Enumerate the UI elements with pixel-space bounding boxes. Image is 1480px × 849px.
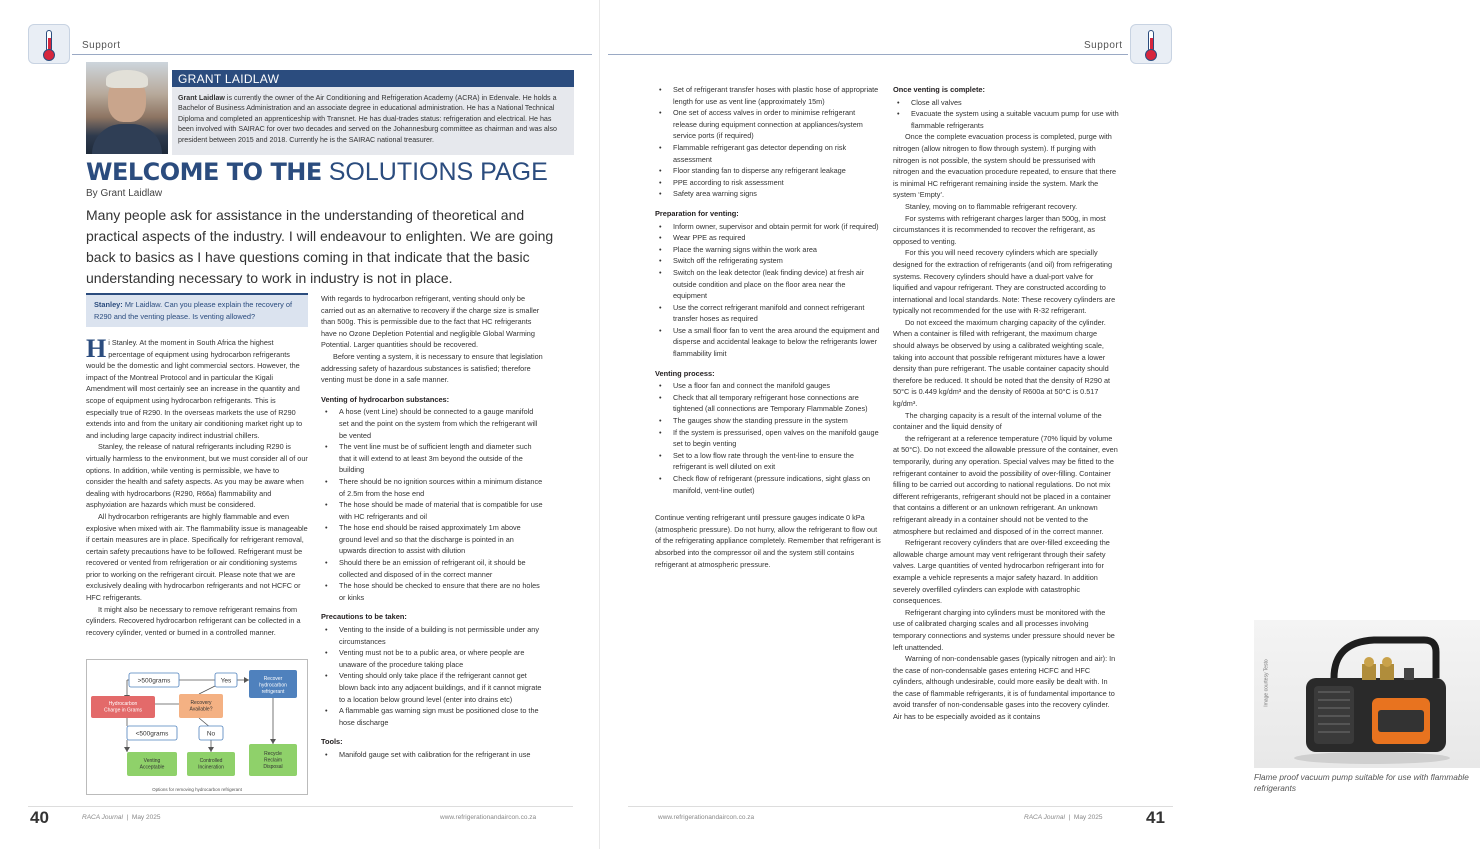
flow-label: Venting bbox=[143, 758, 161, 764]
author-bio bbox=[172, 87, 574, 155]
paragraph: Once the complete evacuation process is completed, purge with nitrogen (allow nitrogen to flow through system). If purging with nitrogen is not possible, the system should be pressurised with nitrogen and the evacuation procedure repeated, to ensure that there is minimal HC refrigerant remaining inside the system. Mark the system ‘Empty’. bbox=[893, 132, 1117, 200]
column-1 bbox=[86, 334, 308, 638]
flow-label: Reclaim bbox=[263, 757, 283, 764]
tools-list bbox=[321, 749, 543, 761]
footer-url[interactable]: www.refrigerationandaircon.co.za bbox=[658, 814, 755, 821]
flow-label: Disposal bbox=[263, 764, 283, 770]
paragraph: Do not exceed the maximum charging capacity of the cylinder. When a container is filled with refrigerant, the maximum charge should always be observed by using a calibrated weighting scale, taking into account that possible refrigerant mixtures have a lower density than pure refrigerant. The usable container capacity should therefore be reduced. It should be noted that the density of R290 at 50°C is 0.449 kg/dm³ and the density of R600a at 50°C is 0.517 kg/dm³. bbox=[893, 317, 1111, 409]
list-item: • The hose end should be raised approximately 1m above ground level and so that the discharge is pointed in an upwards direction to assist with dilution bbox=[321, 522, 543, 557]
footer-rule bbox=[28, 806, 573, 807]
column-2 bbox=[321, 293, 543, 761]
paragraph: For systems with refrigerant charges larger than 500g, in most circumstances it is recommended to recover the refrigerant, as opposed to venting. bbox=[893, 213, 1106, 246]
list-item: • Venting must not be to a public area, or where people are unaware of the procedure taking place bbox=[321, 647, 543, 670]
list-item: • Use the correct refrigerant manifold and connect refrigerant transfer hoses as required bbox=[655, 302, 881, 325]
column-4 bbox=[893, 84, 1119, 723]
list-item: • Check flow of refrigerant (pressure indications, sight glass on manifold, vent-line outlet) bbox=[655, 473, 881, 496]
flow-label: Controlled bbox=[199, 758, 223, 764]
flow-label: Recover bbox=[263, 676, 283, 682]
list-item: • Manifold gauge set with calibration for the refrigerant in use bbox=[321, 749, 543, 761]
flow-label: Acceptable bbox=[139, 764, 165, 771]
paragraph: Before venting a system, it is necessary to ensure that legislation addressing safety of hazardous substances is satisfied; therefore venting must be done in a safe manner. bbox=[321, 351, 543, 385]
list-item: • Venting to the inside of a building is not permissible under any circumstances bbox=[321, 624, 543, 647]
list-item: • The vent line must be of sufficient length and diameter such that it will extend to at least 3m beyond the outside of the building bbox=[321, 441, 543, 476]
author-photo bbox=[86, 62, 168, 154]
list-item: • If the system is pressurised, open valves on the manifold gauge set to begin venting bbox=[655, 427, 881, 450]
preparation-list bbox=[655, 221, 881, 360]
flow-label: Hydrocarbon bbox=[108, 701, 138, 707]
list-item: • Evacuate the system using a suitable vacuum pump for use with flammable refrigerants bbox=[893, 108, 1119, 131]
subheading: Venting of hydrocarbon substances: bbox=[321, 394, 450, 404]
flow-label: Incineration bbox=[198, 764, 224, 771]
intro-text: Many people ask for assistance in the understanding of theoretical and practical aspects of the industry. I will endeavour to enlighten. We are going back to basics as I have questions coming in that indicate that the basic understanding necessary to work in industry is not in place. bbox=[86, 207, 554, 286]
author-bio-name: Grant Laidlaw bbox=[178, 94, 225, 102]
list-item: • Place the warning signs within the work area bbox=[655, 244, 881, 256]
flow-label: <500grams bbox=[135, 730, 169, 738]
thermometer-icon bbox=[1130, 24, 1172, 64]
page-title-bold: WELCOME TO THE bbox=[86, 158, 322, 186]
flow-label: >500grams bbox=[137, 677, 171, 685]
footer-rule bbox=[628, 806, 1173, 807]
paragraph: Warning of non-condensable gases (typically nitrogen and air): In the case of non-condensable gases entering HCFC and HFC cylinders, although undesirable, could more easily be dealt with. In the case of flammable refrigerants, it is of fundamental importance to avoid transfer of non-condensable gases into the recovery cylinder. Air has to be especially avoided as it contains bbox=[893, 654, 1116, 722]
list-item: • Set to a low flow rate through the vent-line to ensure the refrigerant is well diluted on exit bbox=[655, 450, 881, 473]
list-item: • Inform owner, supervisor and obtain permit for work (if required) bbox=[655, 221, 881, 233]
subheading: Preparation for venting: bbox=[655, 208, 739, 218]
flow-label: hydrocarbon bbox=[259, 682, 287, 689]
list-item: • The hose should be checked to ensure that there are no holes or kinks bbox=[321, 580, 543, 603]
list-item: • Switch off the refrigerating system bbox=[655, 255, 881, 267]
question-box bbox=[86, 293, 308, 327]
paragraph: Refrigerant recovery cylinders that are over-filled exceeding the allowable charge amount may vent refrigerant through their safety valves. Large quantities of vented hydrocarbon refrigerant into for example a vehicle represents a major safety hazard. In addition severely overfilled cylinders can explode with catastrophic consequences. bbox=[893, 538, 1110, 606]
flowchart-caption: Options for removing hydrocarbon refrigerant bbox=[152, 787, 242, 792]
author-name: GRANT LAIDLAW bbox=[172, 70, 574, 87]
list-item: • Wear PPE as required bbox=[655, 232, 881, 244]
drop-cap: H bbox=[86, 334, 107, 363]
flow-label: Yes bbox=[220, 677, 232, 685]
flow-label: Charge in Grams bbox=[103, 707, 143, 714]
page-number: 40 bbox=[30, 808, 49, 827]
left-page bbox=[0, 0, 600, 849]
subheading: Venting process: bbox=[655, 368, 715, 378]
list-item: • A flammable gas warning sign must be positioned close to the hose discharge bbox=[321, 705, 543, 728]
list-item: • Use a floor fan and connect the manifold gauges bbox=[655, 380, 881, 392]
author-bio-text: is currently the owner of the Air Conditioning and Refrigeration Academy (ACRA) in Edenvale. He holds a Bachelor of Business Administration and an associate degree in educational administration. He has a National Technical Diploma and completed an apprenticeship with Transnet. He has dual-trades status: refrigeration and electrical. He has been involved with SAIRAC for over two decades and served on the Johannesburg committee as chairman and was also president between 2015 and 2018. Currently he is the SAIRAC national treasurer. bbox=[178, 94, 557, 144]
list-item: • Check that all temporary refrigerant hose connections are tightened (all connections are Temporary Flammable Zones) bbox=[655, 392, 881, 415]
header-rule bbox=[608, 54, 1128, 55]
list-item: • Floor standing fan to disperse any refrigerant leakage bbox=[655, 165, 881, 177]
flow-label: Available? bbox=[189, 706, 213, 713]
flow-label: No bbox=[206, 730, 216, 738]
list-item: • Set of refrigerant transfer hoses with plastic hose of appropriate length for use as vent line (approximately 15m) bbox=[655, 84, 881, 107]
list-item: • One set of access valves in order to minimise refrigerant release during equipment connection at appliances/system service ports (if required) bbox=[655, 107, 881, 142]
list-item: • Should there be an emission of refrigerant oil, it should be collected and disposed of in the correct manner bbox=[321, 557, 543, 580]
flow-label: refrigerant bbox=[261, 689, 285, 695]
paragraph: Refrigerant charging into cylinders must be monitored with the use of calibrated charging scales and all processes involving temporary connections and systems under pressure should never be left unattended. bbox=[893, 607, 1115, 652]
list-item: • Flammable refrigerant gas detector depending on risk assessment bbox=[655, 142, 881, 165]
paragraph: It might also be necessary to remove refrigerant remains from cylinders. Recovered hydrocarbon refrigerant can be collected in a recovery cylinder, vented or burned in a controlled manner. bbox=[86, 604, 301, 637]
list-item: • There should be no ignition sources within a minimum distance of 2.5m from the hose end bbox=[321, 476, 543, 499]
question-label: Stanley: bbox=[94, 300, 123, 309]
paragraph: All hydrocarbon refrigerants are highly flammable and even explosive when mixed with air. The flammability issue is manageable if certain measures are in place. Specifically for refrigerant removal, certain safety precautions have to be followed. Refrigerant must be recovered or vented from refrigeration or air conditioning systems prior to working on the refrigerant circuit. Please note that we are exclusively dealing with hydrocarbon refrigerants and not HCFC or HFC refrigerants. bbox=[86, 511, 308, 603]
flow-label: Recycle bbox=[264, 751, 282, 757]
list-item: • Use a small floor fan to vent the area around the equipment and disperse and accidental leakage to below the refrigerants lower flammability limit bbox=[655, 325, 881, 360]
question-text: Mr Laidlaw. Can you please explain the recovery of R290 and the venting please. Is venting allowed? bbox=[94, 300, 293, 321]
list-item: • Safety area warning signs bbox=[655, 188, 881, 200]
flow-label: Recovery bbox=[190, 700, 212, 706]
paragraph: With regards to hydrocarbon refrigerant, venting should only be carried out as an alternative to recovery if the charge size is smaller than 500g. This is permissible due to the fact that HC refrigerants have no Ozone Depletion Potential and negligible Global Warming Potential. Larger quantities should be recovered. bbox=[321, 294, 540, 350]
footer-magazine: RACA Journal | May 2025 bbox=[82, 814, 161, 821]
footer-url[interactable]: www.refrigerationandaircon.co.za bbox=[440, 814, 537, 821]
vacuum-pump-illustration bbox=[1254, 620, 1480, 768]
byline: By Grant Laidlaw bbox=[86, 188, 163, 199]
flowchart-diagram bbox=[87, 660, 309, 796]
vacuum-pump-image bbox=[1254, 620, 1480, 768]
paragraph: Stanley, the release of natural refrigerants including R290 is virtually harmless to the environment, but we must consider all of our options. In addition, while venting is permissible, we have to consider the health and safety aspects. As you may be aware when dealing with hydrocarbons (R290, R66a) flammability and asphyxiation are hazards which must be considered. bbox=[86, 442, 308, 510]
section-label: Support bbox=[82, 40, 121, 51]
section-label: Support bbox=[1084, 40, 1123, 51]
image-caption: Flame proof vacuum pump suitable for use with flammable refrigerants bbox=[1254, 772, 1469, 793]
list-item: • Venting should only take place if the refrigerant cannot get blown back into any adjacent buildings, and if it cannot migrate to a location below ground level (enter into drains etc) bbox=[321, 670, 543, 705]
subheading: Precautions to be taken: bbox=[321, 612, 407, 622]
thermometer-icon bbox=[28, 24, 70, 64]
list-item: • Close all valves bbox=[893, 97, 1119, 109]
complete-list bbox=[893, 97, 1119, 132]
page-title bbox=[86, 158, 548, 186]
subheading: Once venting is complete: bbox=[893, 85, 985, 94]
page-title-light: SOLUTIONS PAGE bbox=[321, 158, 548, 186]
paragraph: Continue venting refrigerant until pressure gauges indicate 0 kPa (atmospheric pressure). Do not hurry, allow the refrigerant to flow out of the refrigerating appliance completely. Remember that refrigerant is absorbed into the compressor oil and the system still contains refrigerant at atmospheric pressure. bbox=[655, 513, 881, 569]
header-rule bbox=[72, 54, 592, 55]
venting-list bbox=[321, 406, 543, 603]
paragraph: the refrigerant at a reference temperature (70% liquid by volume at 50°C). Do not exceed the allowable pressure of the container, even temporarily, during any operation. Special valves may be fitted to the refrigerant container to avoid the possibility of over-filling. Container filling to be carried out according to national regulations. Do not mix different refrigerants, refrigerant should not be placed in a container that contains a different or an unknown refrigerant. An unknown refrigerant already in a container should not be vented to the atmosphere but reclaimed and disposed of in the correct manner. bbox=[893, 433, 1118, 536]
paragraph: i Stanley. At the moment in South Africa the highest percentage of equipment using hydrocarbon refrigerants would be the domestic and light commercial sectors. However, the impact of the Montreal Protocol and in particular the Kigali Amendment will most certainly see an increase in the quantity and scope of equipment using hydrocarbon refrigerants. This is especially true of R290. In the overseas markets the use of R290 extends into and from the unitary air conditioning market right up to and including large capacity indirect industrial chillers. bbox=[86, 338, 303, 440]
list-item: • PPE according to risk assessment bbox=[655, 177, 881, 189]
subheading: Tools: bbox=[321, 737, 343, 747]
precautions-list bbox=[321, 624, 543, 728]
flowchart-figure bbox=[86, 659, 308, 795]
paragraph: The charging capacity is a result of the internal volume of the container and the liquid density of bbox=[893, 410, 1102, 432]
column-3 bbox=[655, 84, 881, 570]
image-credit: Image courtesy Testo bbox=[1263, 659, 1270, 707]
process-list bbox=[655, 380, 881, 496]
list-item: • The gauges show the standing pressure in the system bbox=[655, 415, 881, 427]
list-item: • Switch on the leak detector (leak finding device) at fresh air outside condition and place on the floor area near the equipment bbox=[655, 267, 881, 302]
list-item: • A hose (vent Line) should be connected to a gauge manifold set and the point on the system from which the refrigerant will be vented bbox=[321, 406, 543, 441]
tools-list-continued bbox=[655, 84, 881, 200]
footer-magazine: RACA Journal | May 2025 bbox=[1024, 814, 1103, 821]
right-page bbox=[600, 0, 1469, 849]
list-item: • The hose should be made of material that is compatible for use with HC refrigerants and oil bbox=[321, 499, 543, 522]
paragraph: Stanley, moving on to flammable refrigerant recovery. bbox=[905, 201, 1078, 211]
page-number: 41 bbox=[1146, 808, 1165, 827]
paragraph: For this you will need recovery cylinders which are specially designed for the extraction of refrigerants (and oil) from refrigerating systems. Recovery cylinders should have a dual-port valve for liquified and vapour refrigerant. They are constructed according to international and local standards. Note: These recovery cylinders are typically not recommended for the use with R-32 refrigerant. bbox=[893, 248, 1116, 316]
